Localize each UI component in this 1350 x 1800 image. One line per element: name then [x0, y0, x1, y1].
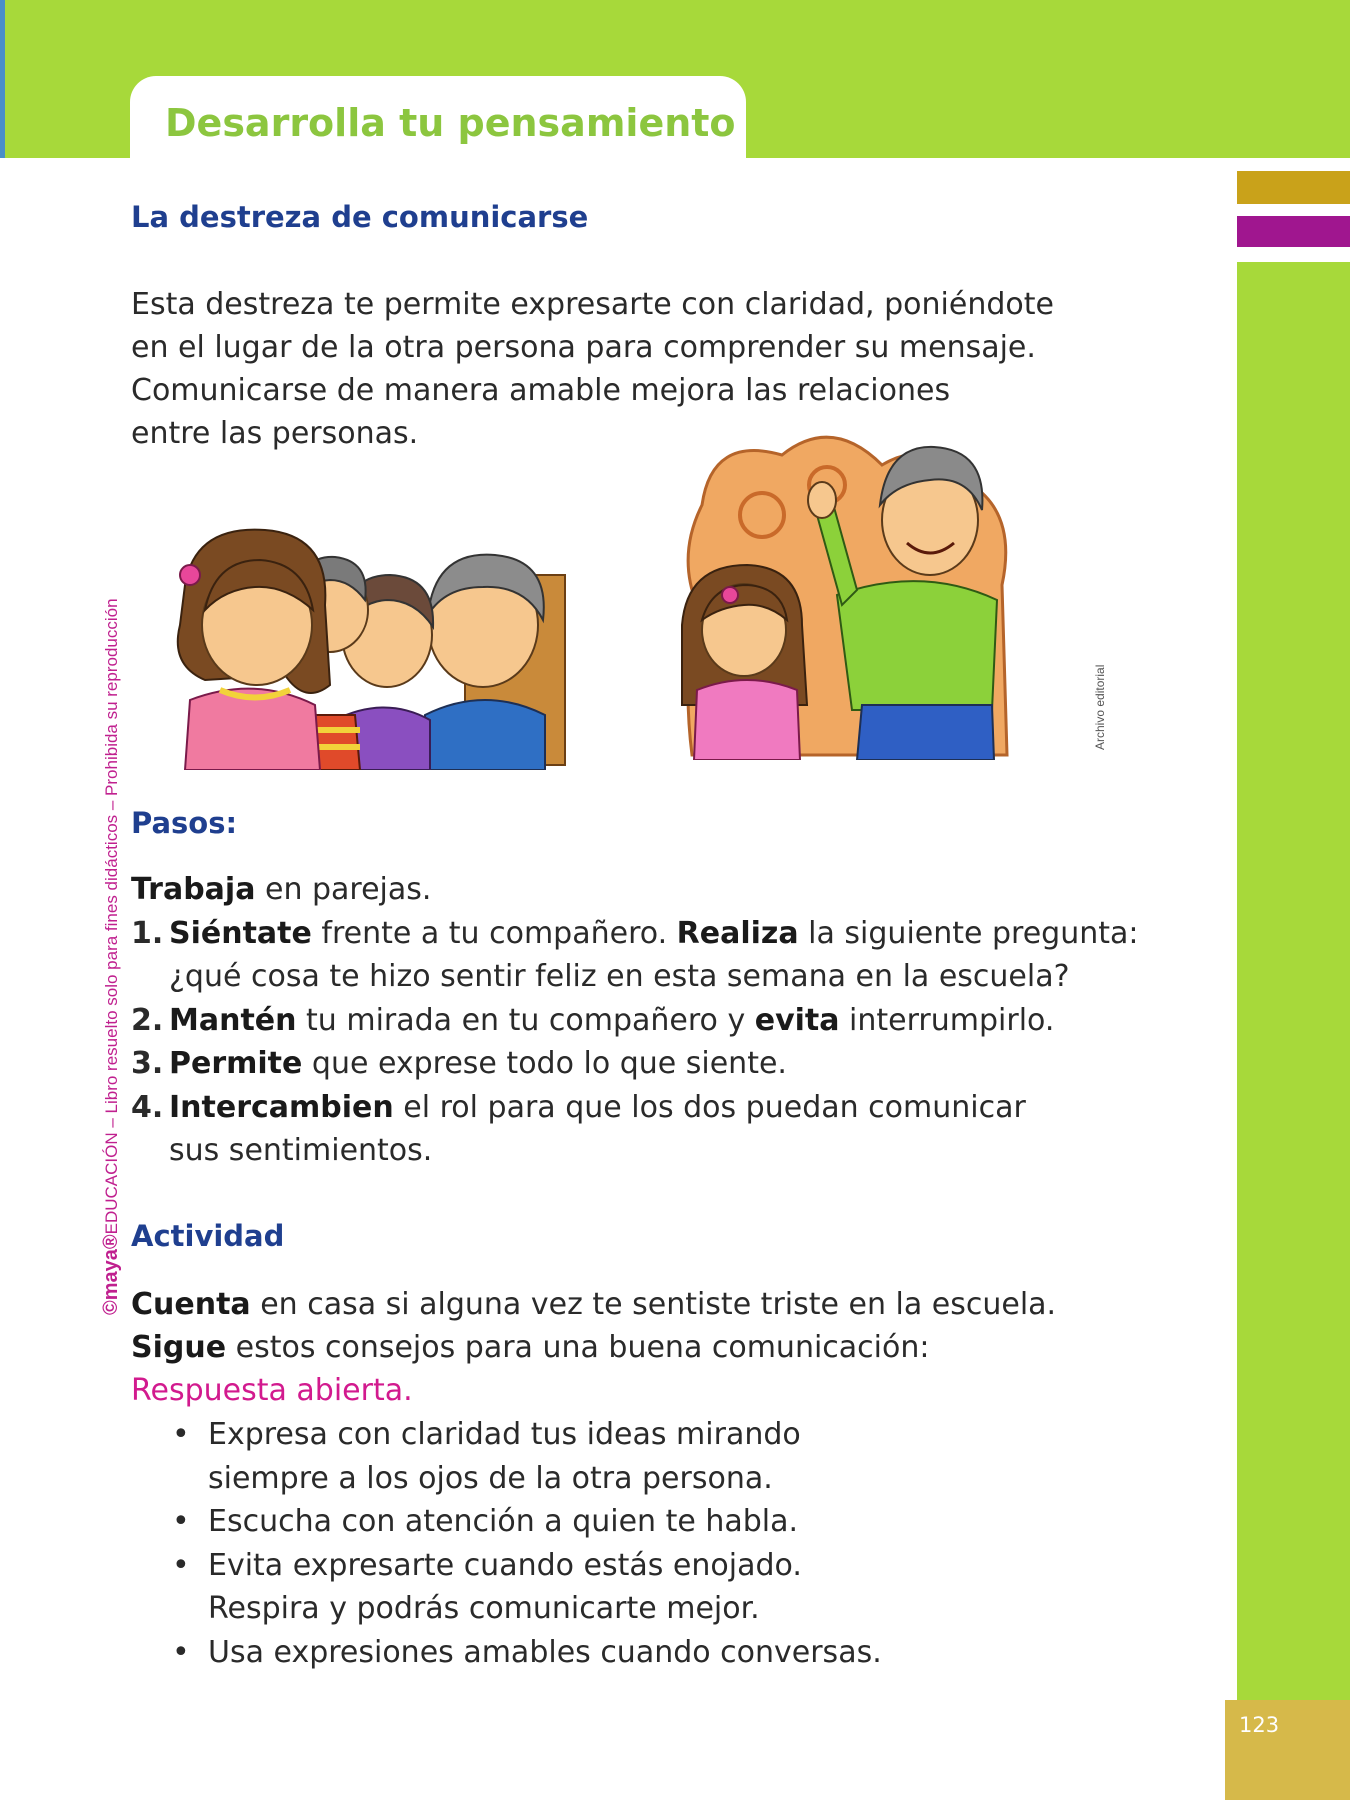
tip-text: siempre a los ojos de la otra persona.	[208, 1460, 773, 1496]
intro-line: entre las personas.	[131, 416, 419, 451]
activity-line	[131, 1283, 1056, 1326]
activity-verb: Sigue	[131, 1330, 227, 1365]
image-credit: Archivo editorial	[1093, 664, 1107, 750]
step-number: 2.	[131, 1002, 164, 1038]
step-verb: Mantén	[169, 1002, 297, 1038]
tip-item	[172, 1631, 882, 1675]
steps-intro	[131, 868, 1139, 912]
steps-intro-text: en parejas.	[255, 872, 432, 907]
activity-line-text: en casa si alguna vez te sentiste triste en la escuela.	[250, 1287, 1057, 1322]
step-text: el rol para que los dos puedan comunicar	[393, 1089, 1026, 1125]
tip-text: Escucha con atención a quien te habla.	[208, 1504, 799, 1539]
girl-and-adult-illustration	[672, 425, 1032, 760]
side-strip-green	[1237, 262, 1350, 1700]
activity-line-text: estos consejos para una buena comunicación:	[226, 1330, 930, 1365]
step-verb: Siéntate	[169, 915, 312, 951]
tip-item	[172, 1500, 882, 1544]
step-text: tu mirada en tu compañero y	[296, 1002, 755, 1038]
tips-list	[172, 1413, 882, 1674]
step-number: 3.	[131, 1046, 164, 1081]
step-item	[131, 1086, 1139, 1173]
publisher-brand: ©maya®	[100, 1234, 122, 1315]
activity-heading: Actividad	[131, 1219, 285, 1253]
step-item	[131, 999, 1139, 1043]
side-tab-gold	[1237, 171, 1350, 204]
step-verb: Intercambien	[169, 1089, 394, 1125]
step-verb: Realiza	[676, 915, 799, 951]
steps-heading: Pasos:	[131, 806, 238, 840]
step-text-continued: ¿qué cosa te hizo sentir feliz en esta semana en la escuela?	[169, 959, 1070, 994]
step-item	[131, 1042, 1139, 1086]
intro-line: en el lugar de la otra persona para comprender su mensaje.	[131, 330, 1036, 365]
page-title: Desarrolla tu pensamiento	[165, 101, 736, 145]
children-group-illustration	[165, 515, 575, 770]
steps-intro-verb: Trabaja	[131, 872, 256, 907]
bullet: •	[172, 1417, 190, 1452]
step-text: la siguiente pregunta:	[798, 915, 1139, 951]
bullet: •	[172, 1547, 190, 1583]
step-number: 4.	[131, 1089, 164, 1125]
page-number: 123	[1239, 1713, 1280, 1737]
step-text-continued: sus sentimientos.	[169, 1133, 433, 1168]
tip-text: Respira y podrás comunicarte mejor.	[208, 1591, 760, 1626]
activity-verb: Cuenta	[131, 1287, 251, 1322]
tip-text: Evita expresarte cuando estás enojado.	[208, 1547, 802, 1583]
step-number: 1.	[131, 915, 164, 951]
step-verb: Permite	[169, 1046, 303, 1081]
steps-list	[131, 868, 1139, 1173]
tip-text: Usa expresiones amables cuando conversas.	[208, 1634, 882, 1670]
step-item	[131, 912, 1139, 999]
activity-line	[131, 1326, 1056, 1369]
tip-item	[172, 1413, 882, 1500]
step-text: que exprese todo lo que siente.	[302, 1046, 787, 1081]
left-accent-rule	[0, 0, 5, 158]
step-text: frente a tu compañero.	[311, 915, 677, 951]
answer-text: Respuesta abierta.	[131, 1373, 413, 1408]
intro-line: Comunicarse de manera amable mejora las relaciones	[131, 373, 951, 408]
step-verb: evita	[754, 1002, 840, 1038]
intro-line: Esta destreza te permite expresarte con claridad, poniéndote	[131, 287, 1054, 322]
step-text: interrumpirlo.	[839, 1002, 1055, 1038]
copyright-text: EDUCACIÓN – Libro resuelto solo para fines didácticos – Prohibida su reproducción	[102, 598, 121, 1235]
activity-text	[131, 1283, 1056, 1412]
tip-item	[172, 1544, 882, 1631]
bullet: •	[172, 1634, 190, 1670]
copyright-notice	[100, 485, 123, 1315]
bullet: •	[172, 1504, 190, 1539]
tip-text: Expresa con claridad tus ideas mirando	[208, 1417, 801, 1452]
side-tab-magenta	[1237, 216, 1350, 247]
section-heading: La destreza de comunicarse	[131, 200, 589, 234]
